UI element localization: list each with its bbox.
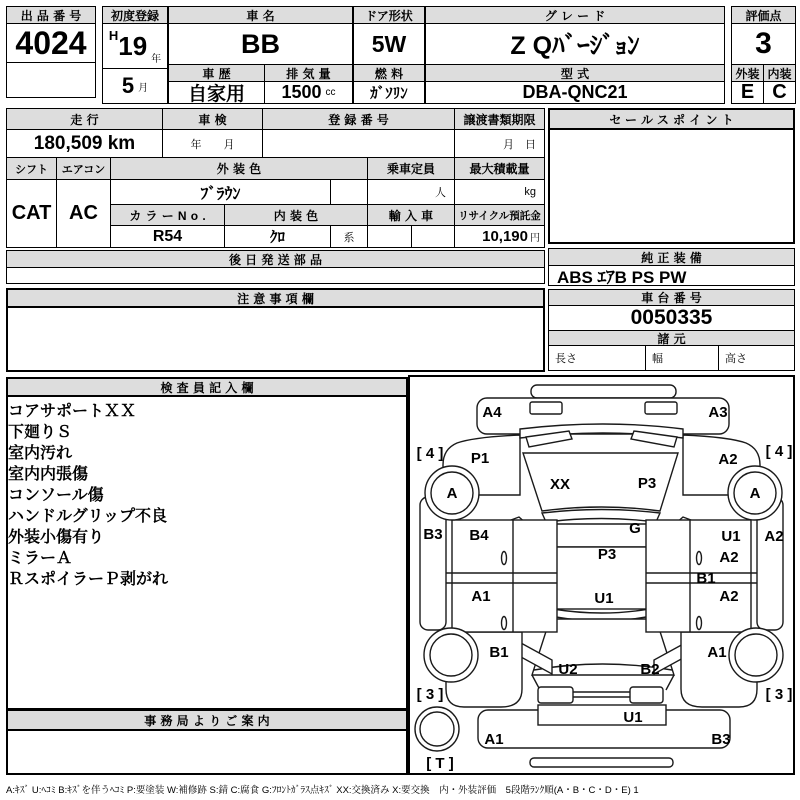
inspection-note-line: コンソール傷 [8,487,104,504]
spec-height-label: 高さ [718,345,795,371]
car-name-header: 車名 [168,6,353,24]
damage-code-label: XX [549,476,571,493]
inspection-note-line: 室内内張傷 [8,466,89,483]
damage-code-label: P3 [597,546,617,563]
first-reg-year-cell [102,23,168,69]
oem-equipment-header: 純正装備 [548,248,795,266]
inspection-note-line: ミラーＡ [8,550,73,567]
damage-code-label: U1 [594,590,614,607]
door-handle-2 [502,617,507,630]
exterior-value: E [731,81,764,104]
damage-code-label: [ 4 ] [765,443,793,460]
door-handle-4 [697,617,702,630]
spare-tire-inner [420,712,454,746]
tail-bar-lines [573,692,630,697]
auction-no-empty-cell [6,62,96,98]
tail-light-right-shape [630,687,663,703]
damage-code-label: U2 [558,661,578,678]
inspection-note-line: 外装小傷有り [8,529,105,546]
first-reg-era: H [108,28,119,43]
recycle-fee-value: 10,190 [482,228,528,245]
import-cell-1 [367,225,412,248]
max-load-value: kg [454,179,545,205]
reg-no-header: 登録番号 [262,108,455,130]
door-value: 5W [353,23,425,65]
displacement-value: 1500 [281,82,322,102]
car-diagram [410,377,793,773]
model-code-value: DBA-QNC21 [425,81,725,104]
max-load-header: 最大積載量 [454,157,545,180]
damage-code-label: A2 [719,549,739,566]
damage-code-label: A3 [708,404,728,421]
door-handle-1 [502,552,507,565]
ext-color-value: ﾌﾞﾗｳﾝ [110,179,331,205]
history-value: 自家用 [168,81,265,104]
first-reg-month: 5 [121,73,135,98]
grade-value: Z Qﾊﾞｰｼﾞｮﾝ [425,23,725,65]
shaken-header: 車検 [162,108,263,130]
capacity-value: 人 [367,179,455,205]
displacement-header: 排気量 [264,64,353,82]
transfer-due-header: 譲渡書類期限 [454,108,545,130]
ext-color-empty-cell [330,179,368,205]
office-info-body [6,730,408,775]
mileage-value: 180,509 km [6,129,163,158]
damage-code-label: U1 [721,528,741,545]
interior-header: 内装 [763,64,796,82]
inspection-note-line: ハンドルグリップ不良 [8,508,168,525]
ext-color-header: 外装色 [110,157,368,180]
grade-header: グレード [425,6,725,24]
damage-code-label: A [749,485,761,502]
damage-code-label: A2 [718,451,738,468]
damage-code-label: A [446,485,458,502]
inspection-note-line: 下廻りＳ [8,424,73,441]
fuel-header: 燃料 [353,64,425,82]
shift-header: シフト [6,157,57,180]
damage-code-label: P1 [470,450,490,467]
damage-code-label: A1 [484,731,504,748]
model-code-header: 型式 [425,64,725,82]
inspection-notes-list [8,401,398,590]
damage-code-label: A2 [719,588,739,605]
aircon-header: エアコン [56,157,111,180]
left-doors-shape [452,520,557,632]
damage-code-label: [ 3 ] [416,686,444,703]
rear-panel-shape [538,705,666,725]
shaken-value: 年 月 [162,129,263,158]
door-header: ドア形状 [353,6,425,24]
specs-header: 諸元 [548,330,795,346]
score-value: 3 [731,23,796,65]
damage-diagram-box [408,375,795,775]
int-color-header: 内装色 [224,204,368,226]
front-light-left-shape [530,402,562,414]
damage-code-label: B1 [696,570,716,587]
int-color-suffix: 系 [330,225,368,248]
displacement-value-cell [264,81,353,104]
chassis-no-value: 0050335 [548,305,795,331]
history-header: 車歴 [168,64,265,82]
first-reg-month-unit: 月 [138,82,149,94]
rear-left-wheel-inner [430,634,472,676]
door-handle-3 [697,552,702,565]
later-parts-body [6,267,545,284]
damage-code-label: [ 3 ] [765,686,793,703]
front-light-right-shape [645,402,677,414]
tail-light-left-shape [538,687,573,703]
office-info-header: 事務局よりご案内 [6,709,408,731]
shift-value: CAT [6,179,57,248]
damage-code-label: [ T ] [426,755,454,772]
reg-no-value [262,129,455,158]
damage-code-label: P3 [637,475,657,492]
damage-code-label: A1 [707,644,727,661]
roof-strip-shape [531,385,676,398]
damage-code-label: A1 [471,588,491,605]
damage-code-label: B3 [423,526,443,543]
first-reg-header: 初度登録 [102,6,168,24]
first-reg-year: 19 [118,30,148,61]
damage-code-label: A2 [764,528,784,545]
damage-code-label: G [629,520,641,537]
inspection-header: 検査員記入欄 [6,377,408,397]
recycle-fee-cell [454,225,545,248]
damage-code-label: B4 [469,527,489,544]
inspection-note-line: ＲスポイラーＰ剥がれ [8,571,169,588]
first-reg-year-unit: 年 [151,54,162,65]
damage-code-label: [ 4 ] [416,445,444,462]
inspection-note-line: コアサポートＸＸ [8,403,137,420]
aircon-value: AC [56,179,111,248]
interior-value: C [763,81,796,104]
capacity-header: 乗車定員 [367,157,455,180]
color-no-header: カラーNo. [110,204,225,226]
score-header: 評価点 [731,6,796,24]
import-header: 輸入車 [367,204,455,226]
recycle-fee-unit: 円 [530,233,540,244]
later-parts-header: 後日発送部品 [6,250,545,268]
inspection-note-line: 室内汚れ [8,445,73,462]
damage-code-label: U1 [623,709,643,726]
int-color-value: ｸﾛ [224,225,331,248]
mileage-header: 走行 [6,108,163,130]
recycle-fee-header: リサイクル預託金 [454,204,545,226]
sales-point-header: セールスポイント [548,108,795,130]
exterior-header: 外装 [731,64,764,82]
damage-code-label: A4 [482,404,502,421]
oem-equipment-value: ABS ｴｱB PS PW [548,265,795,286]
damage-code-label: B1 [489,644,509,661]
legend-line: A:ｷｽﾞ U:ﾍｺﾐ B:ｷｽﾞを伴うﾍｺﾐ P:要塗装 W:補修跡 S:錆 C:腐食 G:ﾌﾛﾝﾄｶﾞﾗｽ点ｷｽﾞ XX:交換済み X:要交換 内・外装評価 5段階ﾗﾝｸ順(A・B・C・D・E) 1 [6,785,639,796]
import-cell-2 [411,225,455,248]
spec-length-label: 長さ [548,345,646,371]
bottom-strip-shape [530,758,673,767]
displacement-unit: cc [325,87,336,98]
color-no-value: R54 [110,225,225,248]
fuel-value: ｶﾞｿﾘﾝ [353,81,425,104]
cautions-header: 注意事項欄 [6,288,545,308]
sales-point-body [548,129,795,244]
car-name-value: BB [168,23,353,65]
first-reg-month-cell [102,68,168,104]
transfer-due-value: 月 日 [454,129,545,158]
rear-right-wheel-inner [735,634,777,676]
damage-code-label: B2 [640,661,660,678]
auction-no-header: 出品番号 [6,6,96,24]
cautions-body [6,307,545,372]
auction-no-value: 4024 [6,23,96,63]
chassis-no-header: 車台番号 [548,289,795,306]
damage-code-label: B3 [711,731,731,748]
scuttle-band-shape [542,510,660,523]
spec-width-label: 幅 [645,345,719,371]
